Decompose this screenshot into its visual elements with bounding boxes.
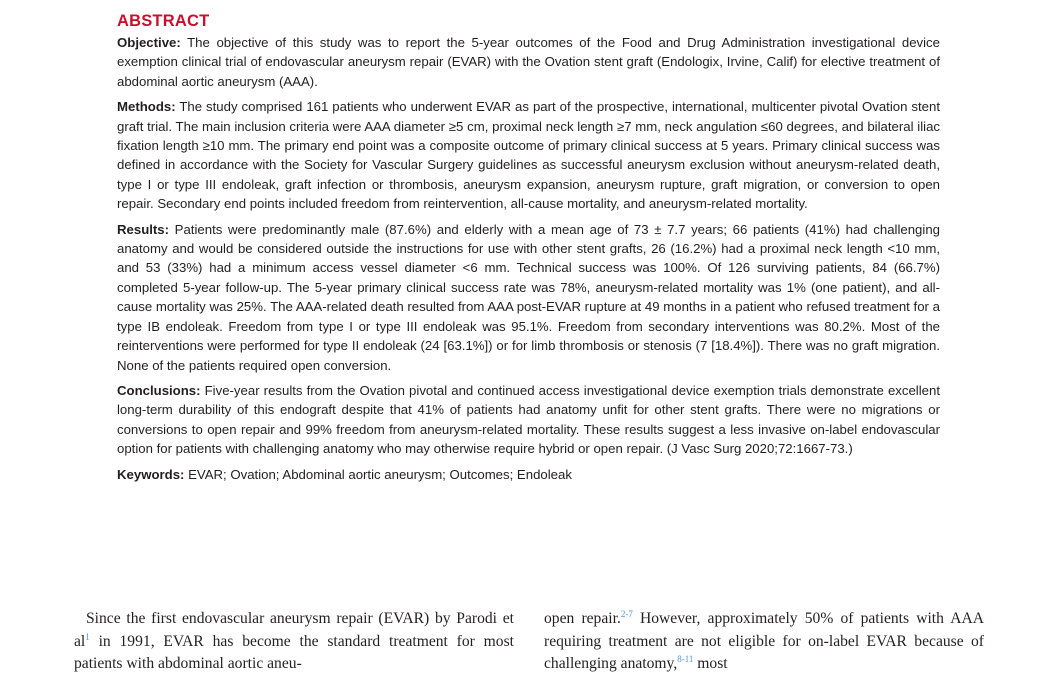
right-text-part2: However, approximately 50% of patients with AAA requiring treatment are not eligible for on-label EVAR because of challenging anatomy, xyxy=(544,610,984,672)
keywords-paragraph xyxy=(117,465,940,484)
body-column-right xyxy=(544,608,984,676)
abstract-heading: ABSTRACT xyxy=(117,12,210,30)
right-text-part1: open repair. xyxy=(544,610,621,627)
intro-text-part1: Since the first endovascular aneurysm repair (EVAR) by Parodi et al xyxy=(74,610,514,650)
conclusions-label: Conclusions: xyxy=(117,382,201,398)
keywords-text: EVAR; Ovation; Abdominal aortic aneurysm; Outcomes; Endoleak xyxy=(184,466,572,482)
body-column-left xyxy=(74,608,514,676)
citation-ref-2-7[interactable]: 2-7 xyxy=(620,608,633,619)
objective-paragraph xyxy=(117,33,940,91)
results-paragraph xyxy=(117,220,940,375)
methods-text: The study comprised 161 patients who underwent EVAR as part of the prospective, international, multicenter pivotal Ovation stent graft trial. The main inclusion criteria were AAA diameter ≥5 cm, proximal neck length ≥7 mm, neck angulation ≤60 degrees, and bilateral iliac fixation length ≥10 mm. The primary end point was a composite outcome of primary clinical success at 5 years. Primary clinical success was defined in accordance with the Society for Vascular Surgery guidelines as successful aneurysm exclusion without aneurysm-related death, type I or type III endoleak, graft infection or thrombosis, aneurysm expansion, aneurysm rupture, graft migration, or conversion to open repair. Secondary end points included freedom from reintervention, all-cause mortality, and aneurysm-related mortality. xyxy=(117,99,940,212)
methods-label: Methods: xyxy=(117,99,176,115)
objective-label: Objective: xyxy=(117,35,181,50)
intro-text-part2: in 1991, EVAR has become the standard treatment for most patients with abdominal aortic aneu- xyxy=(74,632,514,672)
objective-text: The objective of this study was to report the 5-year outcomes of the Food and Drug Administration investigational device exemption clinical trial of endovascular aneurysm repair (EVAR) with the Ovation stent graft (Endologix, Irvine, Calif) for elective treatment of abdominal aortic aneurysm (AAA). xyxy=(117,35,940,89)
results-text: Patients were predominantly male (87.6%) and elderly with a mean age of 73 ± 7.7 years; 66 patients (41%) had challenging anatomy and would be considered outside the instructions for use with other stent grafts, 26 (16.2%) had a proximal neck length <10 mm, and 53 (33%) had a minimum access vessel diameter <6 mm. Technical success was 100%. Of 126 surviving patients, 84 (66.7%) completed 5-year follow-up. The 5-year primary clinical success rate was 78%, aneurysm-related mortality was 1% (one patient), and all-cause mortality was 25%. The AAA-related death resulted from AAA post-EVAR rupture at 49 months in a patient who refused treatment for a type IB endoleak. Freedom from type I or type III endoleak was 95.1%. Freedom from secondary interventions was 80.2%. Most of the reinterventions were performed for type II endoleak (24 [63.1%]) or for limb thrombosis or stenosis (7 [18.4%]). There was no graft migration. None of the patients required open conversion. xyxy=(117,221,940,373)
methods-paragraph xyxy=(117,97,940,213)
conclusions-text: Five-year results from the Ovation pivotal and continued access investigational device exemption trials demonstrate excellent long-term durability of this endograft despite that 41% of patients had anatomy unfit for other stent grafts. There were no migrations or conversions to open repair and 99% freedom from aneurysm-related mortality. These results suggest a less invasive on-label endovascular option for patients with challenging anatomy who may otherwise require hybrid or open repair. (J Vasc Surg 2020;72:1667-73.) xyxy=(117,382,940,457)
right-text-part3: most xyxy=(693,655,728,672)
citation-ref-1[interactable]: 1 xyxy=(85,631,90,642)
results-label: Results: xyxy=(117,221,170,237)
conclusions-paragraph xyxy=(117,381,940,459)
keywords-label: Keywords: xyxy=(117,466,185,482)
abstract-section xyxy=(117,10,940,490)
citation-ref-8-11[interactable]: 8-11 xyxy=(677,653,694,664)
